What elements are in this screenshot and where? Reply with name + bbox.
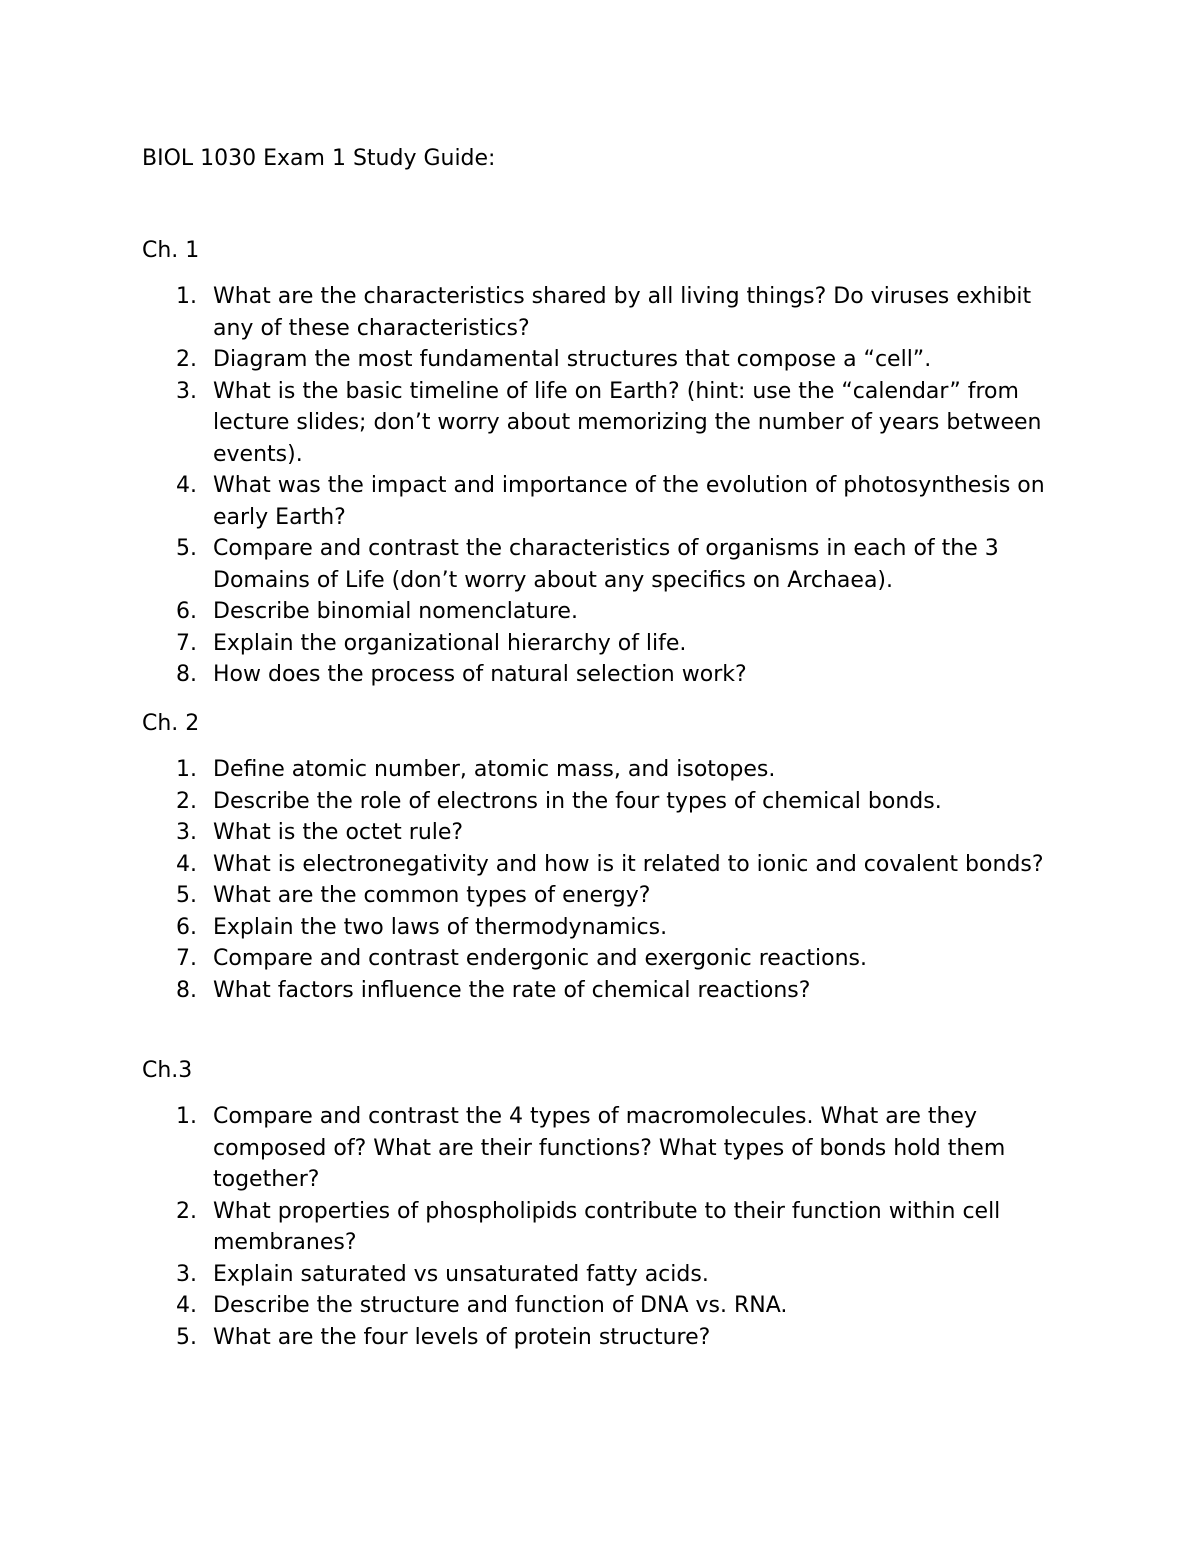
question-text: Describe the role of electrons in the four types of chemical bonds.	[213, 788, 942, 814]
list-item	[142, 281, 1072, 344]
question-text: Compare and contrast the characteristics of organisms in each of the 3 Domains of Life (don’t worry about any specifics on Archaea).	[213, 536, 999, 593]
list-item	[142, 943, 1072, 975]
section-ch1	[142, 235, 1072, 691]
list-item	[142, 1196, 1072, 1259]
list-item	[142, 817, 1072, 849]
question-text: What factors influence the rate of chemical reactions?	[213, 977, 811, 1003]
question-number: 3.	[176, 820, 197, 845]
question-text: Define atomic number, atomic mass, and isotopes.	[213, 757, 776, 782]
list-item	[142, 754, 1072, 786]
question-text: What is the octet rule?	[213, 820, 464, 845]
question-text: What was the impact and importance of the evolution of photosynthesis on early Earth?	[213, 473, 1045, 530]
question-text: Describe binomial nomenclature.	[213, 599, 578, 624]
question-list	[142, 281, 1072, 691]
question-number: 8.	[176, 977, 197, 1003]
question-list	[142, 1101, 1072, 1353]
list-item	[142, 533, 1072, 596]
list-item	[142, 880, 1072, 912]
question-number: 6.	[176, 914, 197, 940]
list-item	[142, 1290, 1072, 1322]
question-number: 2.	[176, 1198, 197, 1224]
question-text: What are the four levels of protein structure?	[213, 1324, 711, 1350]
question-text: Compare and contrast endergonic and exergonic reactions.	[213, 946, 868, 971]
section-ch3	[142, 1055, 1072, 1353]
question-text: How does the process of natural selection work?	[213, 662, 747, 687]
list-item	[142, 344, 1072, 376]
question-text: Explain the two laws of thermodynamics.	[213, 914, 668, 940]
section-ch2	[142, 708, 1072, 1006]
question-number: 5.	[176, 883, 197, 908]
list-item	[142, 376, 1072, 471]
question-number: 1.	[176, 1104, 197, 1129]
list-item	[142, 912, 1072, 944]
question-number: 3.	[176, 378, 197, 404]
section-heading: Ch.3	[142, 1058, 193, 1083]
question-text: What properties of phospholipids contribute to their function within cell membranes?	[213, 1198, 1001, 1255]
question-number: 6.	[176, 599, 197, 624]
question-text: What is the basic timeline of life on Earth? (hint: use the “calendar” from lecture slides; don’t worry about memorizing the number of years between events).	[213, 378, 1042, 467]
list-item	[142, 596, 1072, 628]
question-text: Compare and contrast the 4 types of macromolecules. What are they composed of? What are their functions? What types of bonds hold them together?	[213, 1104, 1006, 1192]
question-text: Explain saturated vs unsaturated fatty acids.	[213, 1261, 709, 1287]
list-item	[142, 470, 1072, 533]
question-text: What is electronegativity and how is it related to ionic and covalent bonds?	[213, 851, 1044, 877]
question-number: 4.	[176, 851, 197, 877]
question-text: What are the common types of energy?	[213, 883, 651, 908]
list-item	[142, 1322, 1072, 1354]
question-number: 5.	[176, 536, 197, 561]
list-item	[142, 628, 1072, 660]
question-number: 5.	[176, 1324, 197, 1350]
question-number: 4.	[176, 1293, 197, 1318]
question-number: 4.	[176, 473, 197, 498]
question-number: 7.	[176, 946, 197, 971]
list-item	[142, 975, 1072, 1007]
question-text: Explain the organizational hierarchy of life.	[213, 630, 687, 656]
question-text: Diagram the most fundamental structures that compose a “cell”.	[213, 347, 932, 372]
question-number: 3.	[176, 1261, 197, 1287]
document-title: BIOL 1030 Exam 1 Study Guide:	[142, 146, 496, 171]
list-item	[142, 1101, 1072, 1196]
question-number: 1.	[176, 284, 197, 309]
question-number: 2.	[176, 347, 197, 372]
question-number: 2.	[176, 788, 197, 814]
question-number: 8.	[176, 662, 197, 687]
list-item	[142, 1259, 1072, 1291]
question-list	[142, 754, 1072, 1006]
list-item	[142, 849, 1072, 881]
list-item	[142, 659, 1072, 691]
list-item	[142, 786, 1072, 818]
question-text: What are the characteristics shared by all living things? Do viruses exhibit any of these characteristics?	[213, 284, 1032, 341]
question-text: Describe the structure and function of DNA vs. RNA.	[213, 1293, 788, 1318]
question-number: 7.	[176, 630, 197, 656]
section-heading: Ch. 2	[142, 711, 200, 736]
question-number: 1.	[176, 757, 197, 782]
section-heading: Ch. 1	[142, 238, 200, 263]
